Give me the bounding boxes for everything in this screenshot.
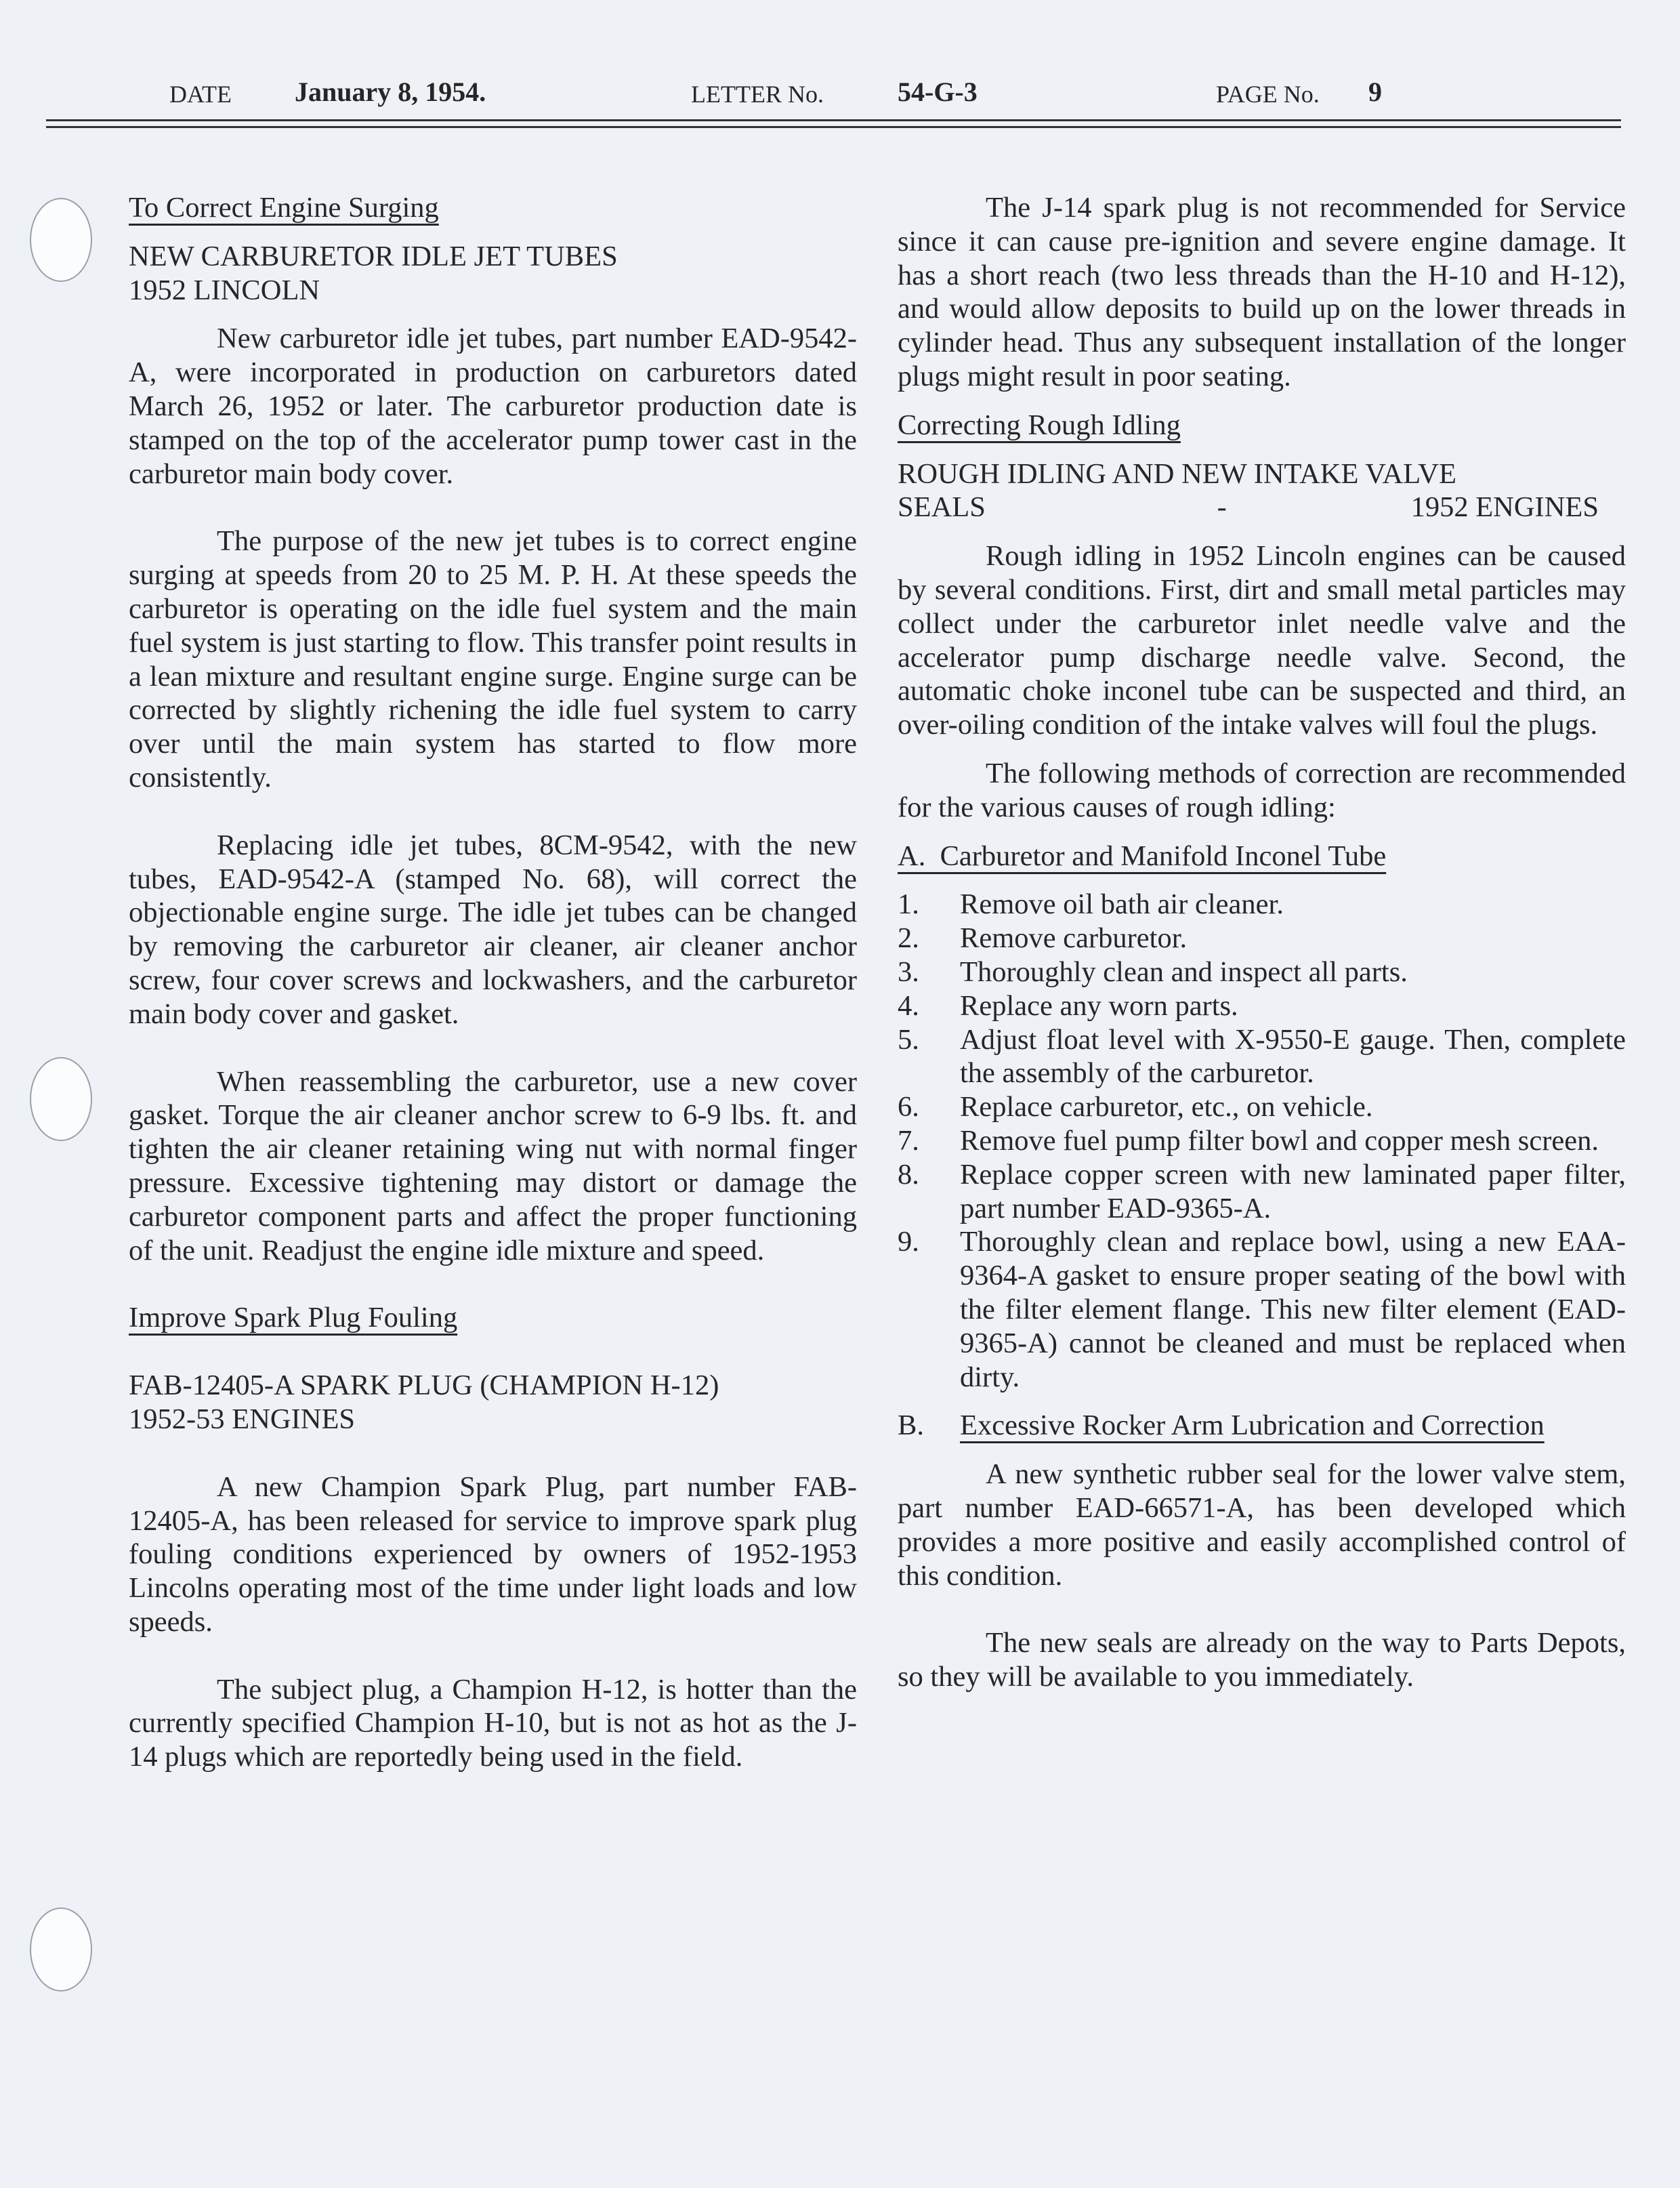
- step-number: 8.: [898, 1158, 919, 1191]
- step-item: [898, 955, 1626, 989]
- letter-label: LETTER No.: [691, 81, 824, 108]
- heading-line: [129, 191, 857, 225]
- letter-value: 54-G-3: [898, 77, 978, 107]
- step-item: [898, 1225, 1626, 1394]
- punch-hole-middle: [30, 1057, 92, 1141]
- step-item: [898, 922, 1626, 955]
- step-text: Thoroughly clean and inspect all parts.: [960, 955, 1408, 988]
- punch-hole-bottom: [30, 1907, 92, 1991]
- paragraph: New carburetor idle jet tubes, part number EAD-9542-A, were incorporated in production on carburetors dated March 26, 1952 or later. The carburetor production date is stamped on the top of the accelerator pump tower cast in the carburetor main body cover.: [129, 323, 857, 490]
- step-number: 5.: [898, 1023, 919, 1056]
- date-value: January 8, 1954.: [295, 77, 486, 107]
- rough-idling-heading: Correcting Rough Idling: [898, 409, 1181, 441]
- step-text: Replace any worn parts.: [960, 989, 1238, 1022]
- seal-paragraph: A new synthetic rubber seal for the lower valve stem, part number EAD-66571-A, has been developed which provides a more positive and easily accomplished control of this condition.: [898, 1458, 1626, 1592]
- left-column: [129, 191, 857, 1774]
- step-item: [898, 1158, 1626, 1226]
- header-rule-bottom: [46, 126, 1621, 128]
- section-heading: To Correct Engine Surging: [129, 192, 439, 224]
- section-b-heading: [898, 1409, 1626, 1443]
- step-text: Remove oil bath air cleaner.: [960, 888, 1284, 921]
- seals-label: SEALS: [898, 491, 986, 524]
- step-number: 3.: [898, 955, 919, 988]
- step-item: [898, 1090, 1626, 1124]
- step-number: 6.: [898, 1091, 919, 1123]
- step-item: [898, 888, 1626, 922]
- step-number: 1.: [898, 888, 919, 921]
- step-item: [898, 989, 1626, 1023]
- right-column: [898, 191, 1626, 1694]
- paragraph: The subject plug, a Champion H-12, is hotter than the currently specified Champion H-10, but is not as hot as the J-14 plugs which are reportedly being used in the field.: [129, 1673, 857, 1773]
- paragraph: FAB-12405-A SPARK PLUG (CHAMPION H-12): [129, 1369, 719, 1402]
- step-number: 2.: [898, 922, 919, 955]
- rough-idling-paragraph: Rough idling in 1952 Lincoln engines can be caused by several conditions. First, dirt and small metal particles may collect under the carburetor inlet needle valve and the accelerator pump discharge needle valve. Second, the automatic choke inconel tube can be suspected and third, an over-oiling condition of the intake valves will foul the plugs.: [898, 540, 1626, 741]
- step-text: Replace carburetor, etc., on vehicle.: [960, 1091, 1373, 1123]
- paragraph: Replacing idle jet tubes, 8CM-9542, with the new tubes, EAD-9542-A (stamped No. 68), will correct the objectionable engine surge. The idle jet tubes can be changed by removing the carburetor air cleaner, air cleaner anchor screw, four cover screws and lockwashers, and the carburetor main body cover and gasket.: [129, 829, 857, 1030]
- engines-label: 1952 ENGINES: [1410, 491, 1599, 524]
- date-label: DATE: [169, 81, 232, 108]
- punch-hole-top: [30, 198, 92, 282]
- rough-idling-subtitle: [898, 491, 1626, 524]
- step-text: Remove carburetor.: [960, 922, 1188, 955]
- heading-line: [129, 1301, 857, 1335]
- step-item: [898, 1023, 1626, 1091]
- step-text: Replace copper screen with new laminated paper filter, part number EAD-9365-A.: [960, 1158, 1626, 1224]
- step-number: 4.: [898, 989, 919, 1022]
- step-text: Thoroughly clean and replace bowl, using a new EAA-9364-A gasket to ensure proper seating of the bowl with the filter element flange. This new filter element (EAD-9365-A) cannot be cleaned and must be replaced when dirty.: [960, 1226, 1626, 1393]
- step-text: Remove fuel pump filter bowl and copper mesh screen.: [960, 1124, 1599, 1157]
- section-heading: Improve Spark Plug Fouling: [129, 1302, 458, 1334]
- section-a-heading: A. Carburetor and Manifold Inconel Tube: [898, 840, 1387, 872]
- depots-paragraph: The new seals are already on the way to Parts Depots, so they will be available to you immediately.: [898, 1627, 1626, 1693]
- paragraph: 1952-53 ENGINES: [129, 1403, 356, 1435]
- step-number: 9.: [898, 1226, 919, 1258]
- steps-list: [898, 888, 1626, 1394]
- paragraph: The purpose of the new jet tubes is to correct engine surging at speeds from 20 to 25 M. P. H. At these speeds the carburetor is operating on the idle fuel system and the main fuel system is just starting to flow. This transfer point results in a lean mixture and resultant engine surge. Engine surge can be corrected by slightly richening the idle fuel system to carry over until the main system has started to flow more consistently.: [129, 525, 857, 793]
- methods-paragraph: The following methods of correction are recommended for the various causes of rough idling:: [898, 757, 1626, 823]
- page-label: PAGE No.: [1216, 81, 1320, 108]
- rough-idling-title: ROUGH IDLING AND NEW INTAKE VALVE: [898, 457, 1456, 490]
- paragraph: A new Champion Spark Plug, part number FAB-12405-A, has been released for service to improve spark plug fouling conditions experienced by owners of 1952-1953 Lincolns operating most of the time under light loads and low speeds.: [129, 1470, 857, 1638]
- paragraph: 1952 LINCOLN: [129, 274, 320, 306]
- page-value: 9: [1368, 77, 1382, 107]
- j14-paragraph: The J-14 spark plug is not recommended for Service since it can cause pre-ignition and severe engine damage. It has a short reach (two less threads than the H-10 and H-12), and would allow deposits to build up on the lower threads in cylinder head. Thus any subsequent installation of the longer plugs might result in poor seating.: [898, 192, 1626, 392]
- header-rule-top: [46, 119, 1621, 121]
- dash: -: [1217, 491, 1227, 524]
- section-b-letter: B.: [898, 1409, 924, 1442]
- section-b-title: Excessive Rocker Arm Lubrication and Correction: [960, 1409, 1545, 1442]
- step-number: 7.: [898, 1124, 919, 1157]
- step-text: Adjust float level with X-9550-E gauge. Then, complete the assembly of the carburetor.: [960, 1023, 1626, 1090]
- step-item: [898, 1124, 1626, 1158]
- paragraph: When reassembling the carburetor, use a new cover gasket. Torque the air cleaner anchor screw to 6-9 lbs. ft. and tighten the air cleaner retaining wing nut with normal finger pressure. Excessive tightening may distort or damage the carburetor component parts and affect the proper functioning of the unit. Readjust the engine idle mixture and speed.: [129, 1065, 857, 1266]
- paragraph: NEW CARBURETOR IDLE JET TUBES: [129, 240, 618, 272]
